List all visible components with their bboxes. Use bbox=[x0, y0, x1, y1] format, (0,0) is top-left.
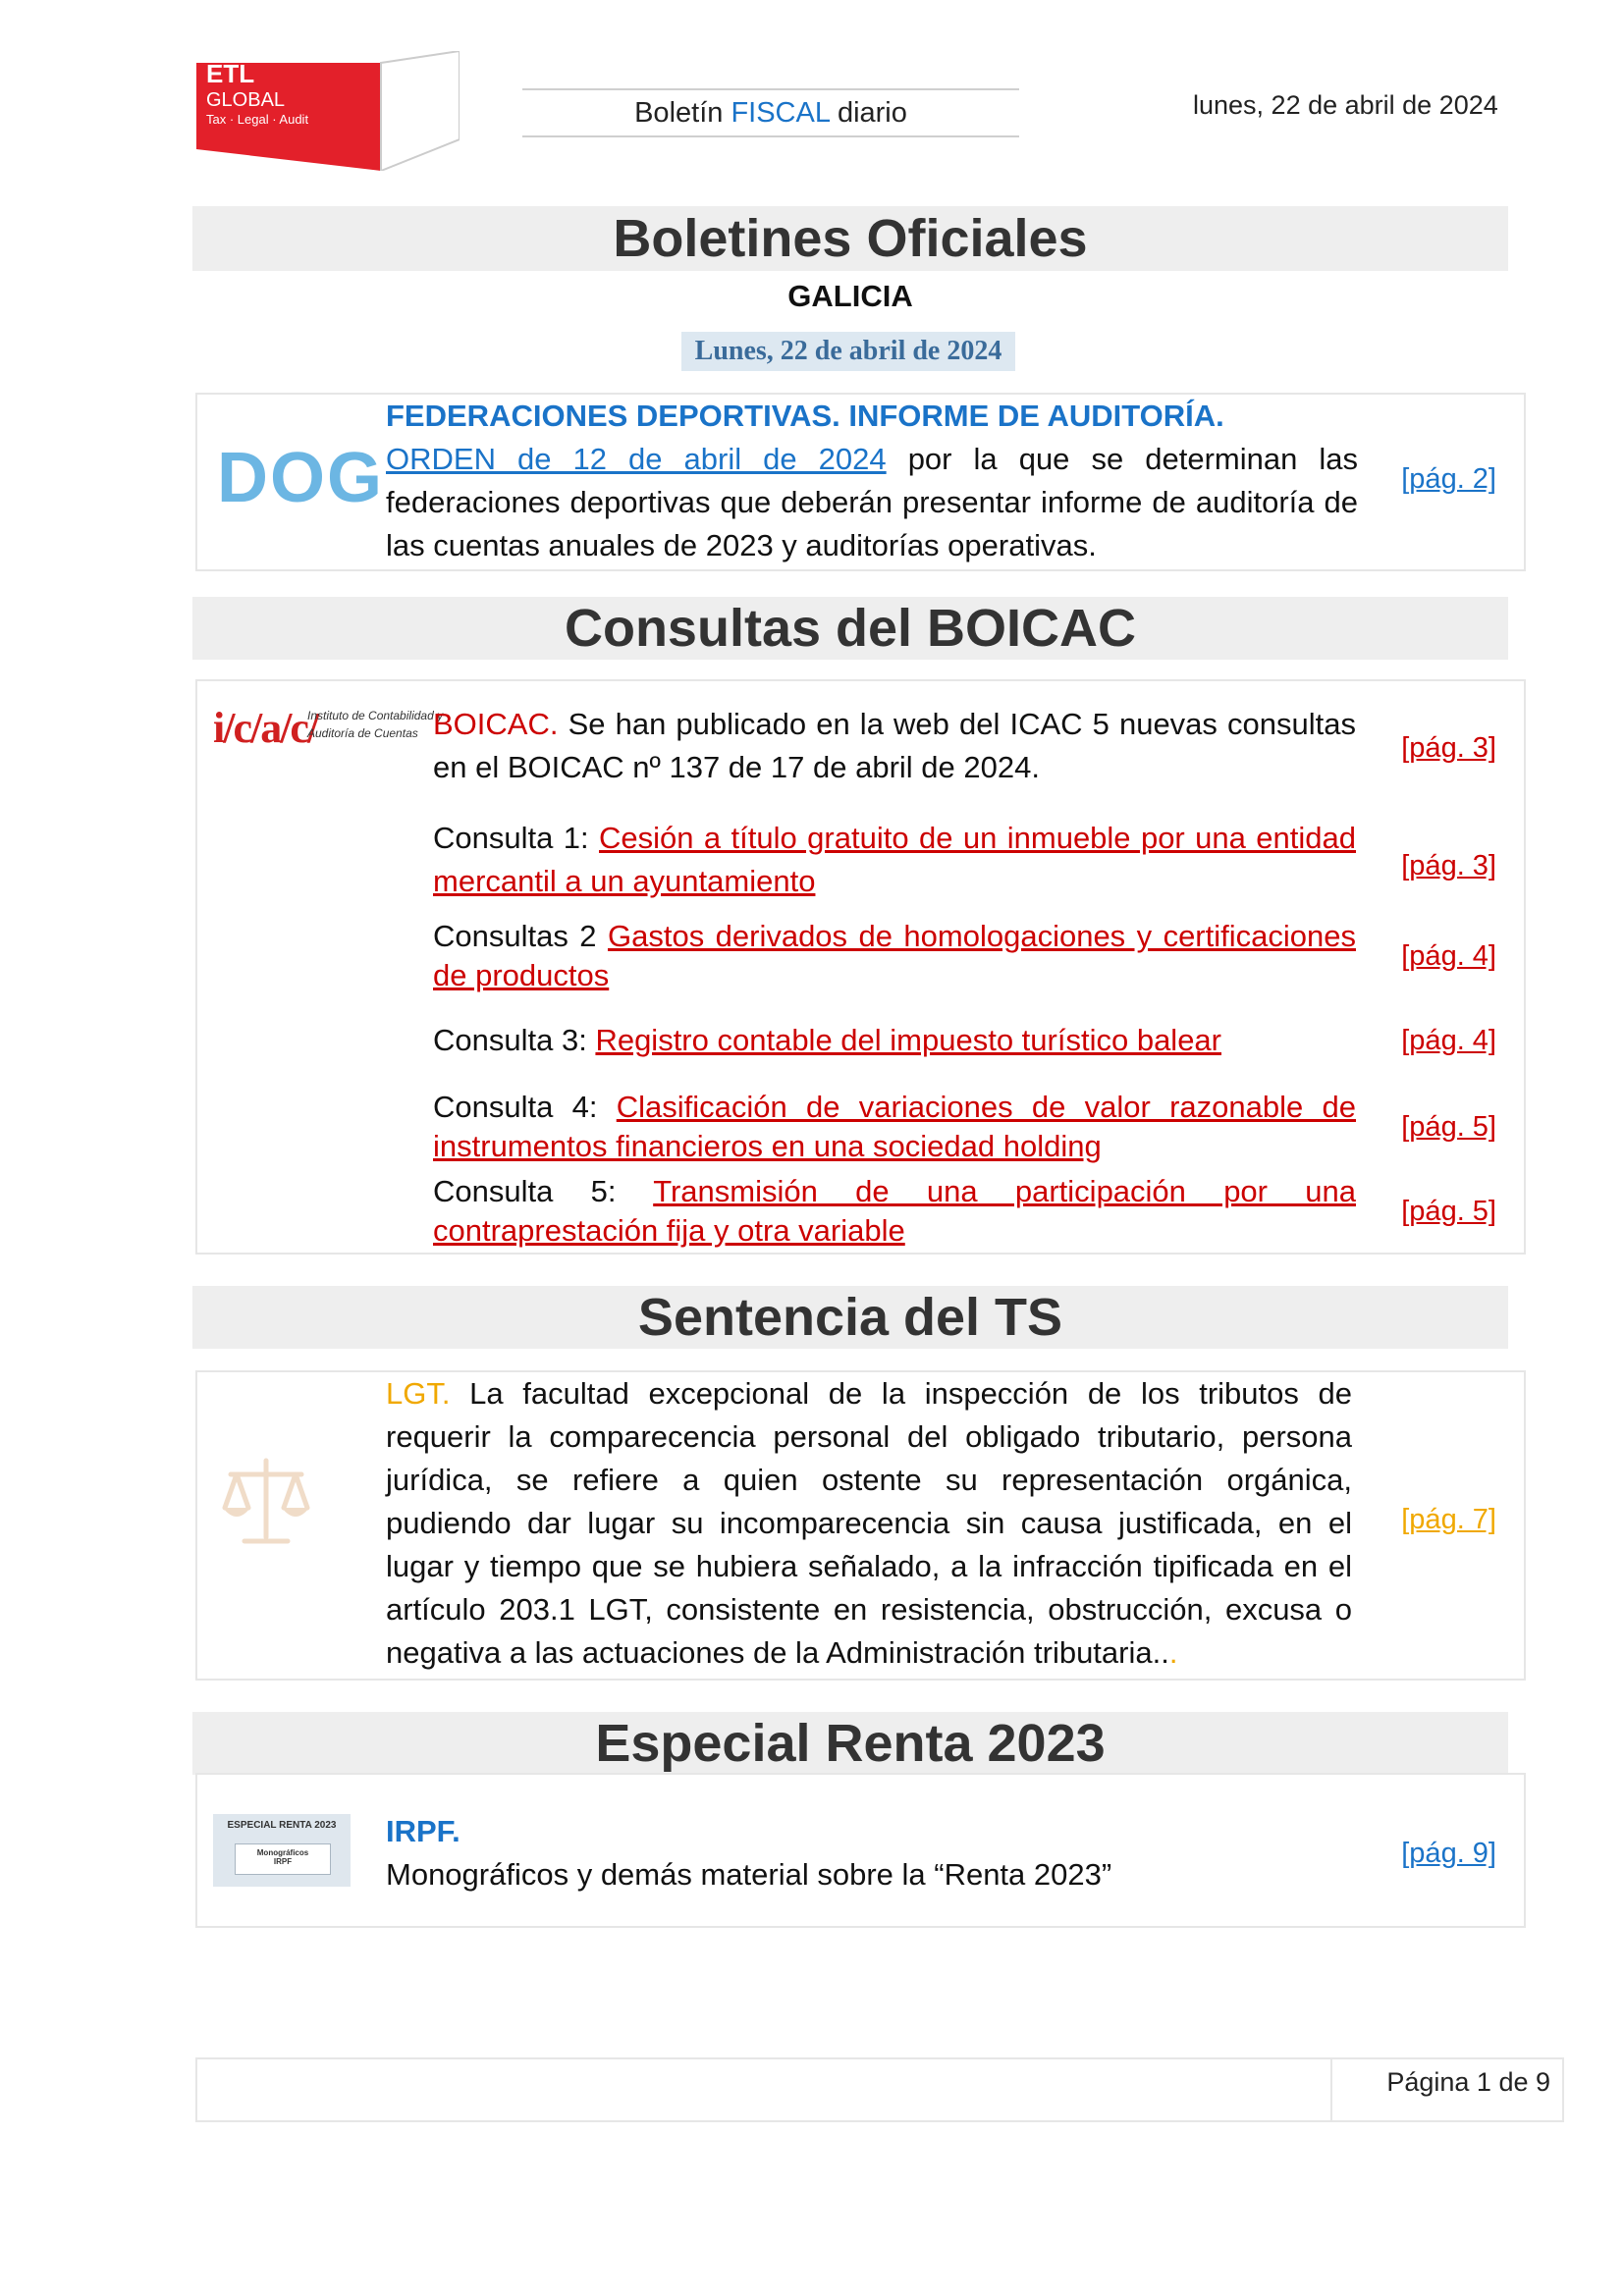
logo-line2: GLOBAL bbox=[206, 89, 286, 111]
sentencia-text bbox=[386, 1372, 1352, 1675]
date-tag: Lunes, 22 de abril de 2024 bbox=[681, 332, 1015, 371]
consulta-link[interactable]: Cesión a título gratuito de un inmueble por una entidad mercantil a un ayuntamiento bbox=[433, 821, 1356, 898]
scales-icon bbox=[217, 1453, 315, 1551]
footer bbox=[195, 2057, 1564, 2122]
consulta-label: Consultas 2 bbox=[433, 919, 608, 953]
dog-item-title: FEDERACIONES DEPORTIVAS. INFORME DE AUDITORÍA. bbox=[386, 399, 1224, 433]
consulta-item bbox=[433, 1088, 1356, 1166]
header-date: lunes, 22 de abril de 2024 bbox=[1193, 90, 1498, 120]
dog-card bbox=[195, 393, 1526, 571]
region-label: GALICIA bbox=[787, 279, 913, 313]
consulta-page-link[interactable]: [pág. 5] bbox=[1401, 1196, 1496, 1227]
consulta-item bbox=[433, 1172, 1356, 1251]
icac-logo-caption-2: Auditoría de Cuentas bbox=[307, 726, 418, 740]
thumb-sub2: IRPF bbox=[273, 1857, 293, 1866]
bulletin-suffix: diario bbox=[829, 97, 907, 129]
consulta-link[interactable]: Registro contable del impuesto turístico balear bbox=[595, 1023, 1221, 1057]
dog-page-link[interactable]: [pág. 2] bbox=[1401, 463, 1496, 495]
dog-logo: DOG bbox=[217, 439, 385, 517]
renta-thumbnail bbox=[213, 1814, 351, 1887]
sentencia-lead: LGT. bbox=[386, 1376, 451, 1411]
renta-card bbox=[195, 1773, 1526, 1928]
renta-body: Monográficos y demás material sobre la “Renta 2023” bbox=[386, 1857, 1112, 1892]
consulta-page-link[interactable]: [pág. 3] bbox=[1401, 850, 1496, 881]
bulletin-prefix: Boletín bbox=[634, 97, 731, 129]
section-heading-sentencia: Sentencia del TS bbox=[192, 1286, 1508, 1349]
etl-global-logo bbox=[196, 51, 460, 171]
sentencia-page-link[interactable]: [pág. 7] bbox=[1401, 1504, 1496, 1535]
consulta-page-link[interactable]: [pág. 4] bbox=[1401, 1025, 1496, 1056]
boicac-intro-body: Se han publicado en la web del ICAC 5 nuevas consultas en el BOICAC nº 137 de 17 de abril de 2024. bbox=[433, 707, 1356, 784]
section-heading-boletines: Boletines Oficiales bbox=[192, 206, 1508, 271]
logo-line1: ETL bbox=[206, 59, 255, 88]
bulletin-fiscal: FISCAL bbox=[731, 97, 830, 129]
renta-title: IRPF. bbox=[386, 1814, 460, 1848]
boicac-intro bbox=[433, 703, 1356, 789]
thumb-title: ESPECIAL RENTA 2023 bbox=[227, 1820, 337, 1831]
bulletin-title bbox=[522, 88, 1019, 137]
sentencia-body: La facultad excepcional de la inspección de los tributos de requerir la comparecencia personal del obligado tributario, persona jurídica, se refiere a quien ostente su representación orgánica, pudiendo dar lugar su incomparecencia sin causa justificada, en el lugar y tiempo que se hubiera señalado, a la infracción tipificada en el artículo 203.1 LGT, consistente en resistencia, obstrucción, excusa o negativa a las actuaciones de la Administración tributaria. bbox=[386, 1376, 1352, 1670]
dog-item-text bbox=[386, 395, 1358, 567]
consulta-item bbox=[433, 917, 1356, 995]
boicac-intro-page-link[interactable]: [pág. 3] bbox=[1401, 732, 1496, 764]
icac-logo-caption-1: Instituto de Contabilidad y bbox=[307, 709, 444, 722]
icac-logo bbox=[213, 699, 444, 762]
logo-line3: Tax · Legal · Audit bbox=[206, 112, 309, 127]
icac-logo-mark: i/c/a/c/ bbox=[213, 704, 318, 752]
page-number: Página 1 de 9 bbox=[1386, 2067, 1550, 2097]
consulta-label: Consulta 4: bbox=[433, 1090, 617, 1124]
consulta-link[interactable]: Transmisión de una participación por una contraprestación fija y otra variable bbox=[433, 1174, 1356, 1248]
sentencia-card bbox=[195, 1370, 1526, 1681]
consulta-page-link[interactable]: [pág. 4] bbox=[1401, 940, 1496, 972]
consulta-label: Consulta 3: bbox=[433, 1023, 596, 1057]
consulta-page-link[interactable]: [pág. 5] bbox=[1401, 1111, 1496, 1143]
consulta-label: Consulta 5: bbox=[433, 1174, 654, 1208]
thumb-sub1: Monográficos bbox=[256, 1848, 309, 1857]
dog-order-link[interactable]: ORDEN de 12 de abril de 2024 bbox=[386, 442, 887, 476]
consulta-item bbox=[433, 817, 1356, 903]
consulta-label: Consulta 1: bbox=[433, 821, 600, 855]
sentencia-trail-black: . bbox=[1161, 1635, 1169, 1670]
dog-item-body: por la que se determinan las federaciones deportivas que deberán presentar informe de auditoría de las cuentas anuales de 2023 y auditorías operativas. bbox=[386, 442, 1358, 562]
renta-text bbox=[386, 1810, 1348, 1896]
consulta-link[interactable]: Gastos derivados de homologaciones y certificaciones de productos bbox=[433, 919, 1356, 992]
sentencia-trail-orange: . bbox=[1168, 1635, 1178, 1670]
consulta-link[interactable]: Clasificación de variaciones de valor razonable de instrumentos financieros en una sociedad holding bbox=[433, 1090, 1356, 1163]
boicac-card bbox=[195, 679, 1526, 1255]
section-heading-boicac: Consultas del BOICAC bbox=[192, 597, 1508, 660]
boicac-intro-lead: BOICAC. bbox=[433, 707, 559, 741]
section-heading-renta: Especial Renta 2023 bbox=[192, 1712, 1508, 1775]
footer-divider bbox=[1330, 2059, 1332, 2120]
renta-page-link[interactable]: [pág. 9] bbox=[1401, 1838, 1496, 1869]
consulta-item bbox=[433, 1021, 1356, 1060]
thumb-box bbox=[235, 1843, 331, 1875]
